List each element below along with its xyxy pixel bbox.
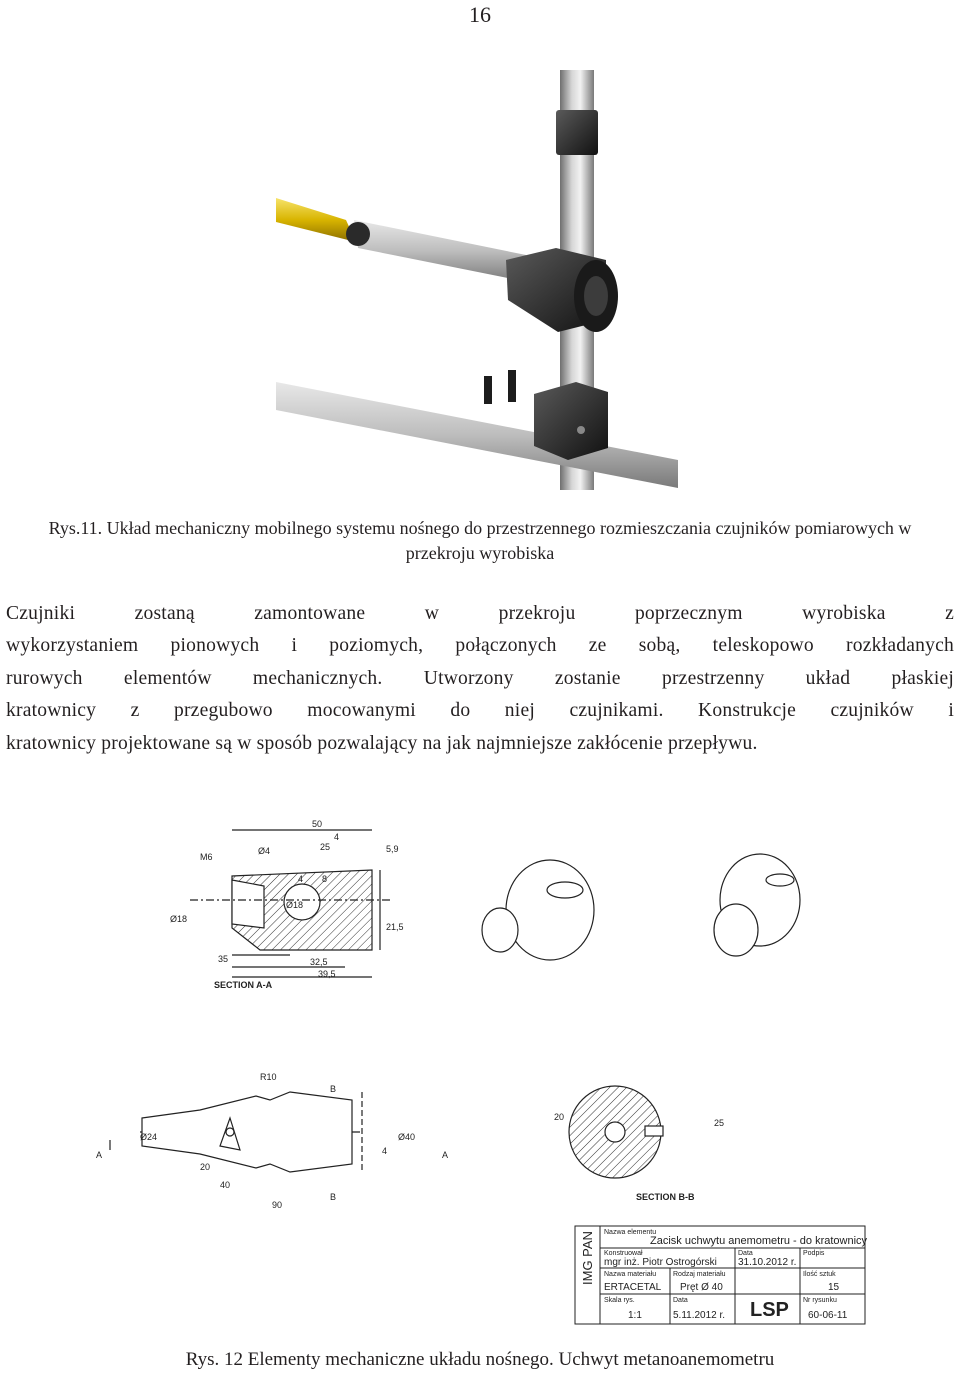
dim-39-5: 39,5	[318, 969, 336, 979]
count-value: 15	[828, 1282, 840, 1293]
marker-a-left: A	[96, 1150, 103, 1160]
dim-r10: R10	[260, 1072, 277, 1082]
name-label: Nazwa elementu	[604, 1229, 657, 1236]
scale-value: 1:1	[628, 1310, 642, 1321]
material-label: Nazwa materiału	[604, 1271, 657, 1278]
technical-drawing	[96, 810, 880, 1340]
body-line: wykorzystaniem pionowych i poziomych, połączonych ze sobą, teleskopowo rozkładanych	[6, 635, 954, 657]
dim-32-5: 32,5	[310, 957, 328, 967]
dim-25: 25	[320, 842, 331, 852]
semi-label: Rodzaj materiału	[673, 1271, 726, 1278]
dim-90: 90	[272, 1200, 283, 1210]
isometric-views	[482, 854, 800, 960]
date2-value: 5.11.2012 r.	[673, 1310, 726, 1321]
figure-carrier-render	[276, 70, 678, 490]
date-value: 31.10.2012 r.	[738, 1257, 797, 1268]
designer-name: mgr inż. Piotr Ostrogórski	[604, 1257, 717, 1268]
section-bb	[569, 1086, 663, 1178]
date-label: Data	[738, 1250, 753, 1257]
dim-50: 50	[312, 819, 323, 829]
dim-4b: 4	[298, 874, 304, 884]
drawing-no-label: Nr rysunku	[803, 1297, 837, 1304]
body-line: Czujniki zostaną zamontowane w przekroju poprzecznym wyrobiska z	[6, 603, 954, 624]
semi-value: Pręt Ø 40	[680, 1282, 723, 1293]
dim-4-side: 4	[382, 1146, 388, 1156]
dim-phi4: Ø4	[258, 846, 271, 856]
count-label: Ilość sztuk	[803, 1271, 836, 1278]
page-number: 16	[469, 2, 491, 27]
dim-m6: M6	[200, 852, 213, 862]
figure-technical-drawing	[96, 810, 880, 1340]
dim-phi18: Ø18	[286, 900, 304, 910]
dim-8: 8	[322, 874, 328, 884]
dim-21-5: 21,5	[386, 922, 404, 932]
body-line: kratownicy z przegubowo mocowanymi do niej czujnikami. Konstrukcje czujników i	[6, 700, 954, 722]
section-bb-label: SECTION B-B	[636, 1192, 695, 1202]
figure1-caption: Rys.11. Układ mechaniczny mobilnego systemu nośnego do przestrzennego rozmieszczania czujników pomiarowych w przekroju wyrobiska	[48, 518, 912, 563]
marker-b-top: B	[330, 1084, 337, 1094]
dim-25-bb: 25	[714, 1118, 725, 1128]
dim-40: 40	[220, 1180, 231, 1190]
section-aa-label: SECTION A-A	[214, 980, 273, 990]
scale-label: Skala rys.	[604, 1297, 635, 1304]
body-line: kratownicy projektowane są w sposób pozwalający na jak najmniejsze zakłócenie przepływu.	[6, 732, 758, 754]
dim-5-9: 5,9	[386, 844, 399, 854]
lsp-logo: LSP	[750, 1299, 789, 1321]
dim-phi24: Ø24	[140, 1132, 158, 1142]
org-label: IMG PAN	[580, 1231, 595, 1285]
marker-b-bottom: B	[330, 1192, 337, 1202]
date2-label: Data	[673, 1297, 688, 1304]
body-paragraph	[6, 598, 954, 760]
dim-4: 4	[334, 832, 340, 842]
dim-35: 35	[218, 954, 229, 964]
marker-a-right: A	[442, 1150, 449, 1160]
dim-phi18-1: Ø18	[170, 914, 188, 924]
drawing-no: 60-06-11	[808, 1310, 848, 1321]
material-value: ERTACETAL	[604, 1282, 662, 1293]
dim-20: 20	[200, 1162, 211, 1172]
carrier-render-illustration	[276, 70, 678, 490]
dim-phi40: Ø40	[398, 1132, 416, 1142]
part-name: Zacisk uchwytu anemometru - do kratownicy	[650, 1235, 868, 1247]
sign-label: Podpis	[803, 1250, 825, 1257]
dim-20-bb: 20	[554, 1112, 565, 1122]
body-line: rurowych elementów mechanicznych. Utworzony zostanie przestrzenny układ płaskiej	[6, 667, 954, 689]
designer-label: Konstruował	[604, 1250, 643, 1257]
figure2-caption: Rys. 12 Elementy mechaniczne układu nośnego. Uchwyt metanoanemometru	[185, 1349, 775, 1370]
